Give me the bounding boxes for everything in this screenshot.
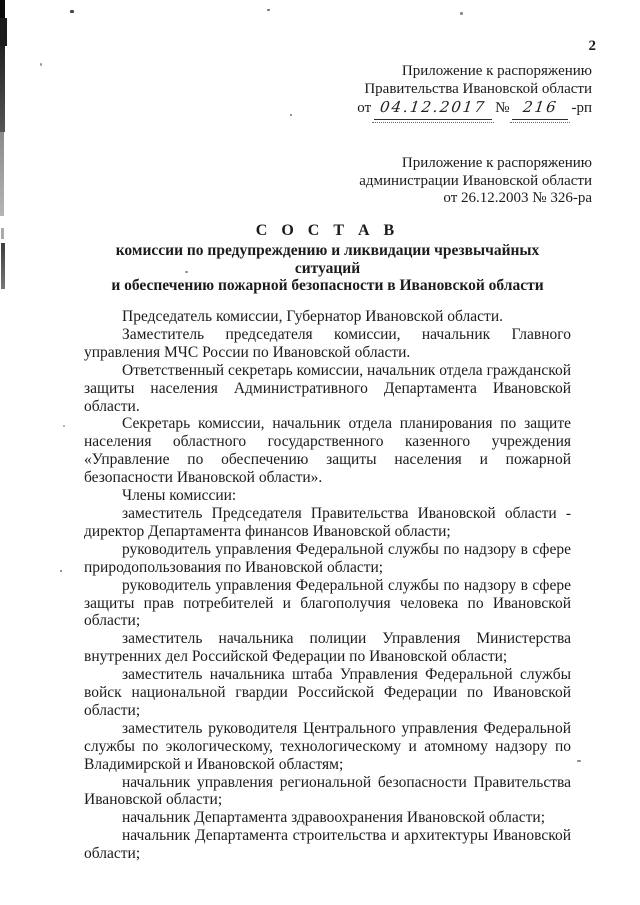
appendix-line: Приложение к распоряжению (401, 155, 592, 171)
paragraph: руководитель управления Федеральной службы по надзору в сфере защиты прав потребителей и благополучия человека по Ивановской области; (84, 576, 571, 630)
title-heading: С О С Т А В (255, 222, 400, 239)
appendix-date-line (357, 99, 592, 120)
number-sign-label: № (495, 100, 510, 116)
date-blank-field (374, 99, 492, 120)
paragraph: заместитель начальника полиции Управления Министерства внутренних дел Российской Федерации по Ивановской области; (84, 630, 571, 666)
paragraph: начальник управления региональной безопасности Правительства Ивановской области; (84, 773, 571, 809)
appendix-note-government (357, 63, 592, 120)
appendix-line: администрации Ивановской области (359, 172, 592, 189)
paragraph: начальник Департамента строительства и архитектуры Ивановской области; (84, 827, 571, 863)
title-subtitle-line: и обеспечению пожарной безопасности в Ивановской области (111, 277, 544, 294)
paragraph: начальник Департамента здравоохранения Ивановской области; (122, 809, 546, 827)
paragraph: руководитель управления Федеральной службы по надзору в сфере природопользования по Ивановской области; (84, 540, 571, 576)
number-suffix: -рп (571, 100, 592, 116)
scan-speck (290, 114, 292, 116)
handwritten-number: 216 (522, 98, 559, 116)
scan-speck (70, 10, 74, 13)
document-body (84, 308, 571, 863)
appendix-line: Приложение к распоряжению (401, 63, 592, 79)
scan-edge-artifact (1, 228, 4, 239)
scan-speck (40, 63, 42, 66)
appendix-note-administration (359, 155, 592, 208)
scan-speck (577, 760, 581, 762)
paragraph: Члены комиссии: (122, 487, 237, 505)
paragraph: заместитель начальника штаба Управления Федеральной службы войск национальной гвардии Российской Федерации по Ивановской области; (84, 666, 571, 719)
title-subtitle-line: комиссии по предупреждению и ликвидации чрезвычайных ситуаций (115, 242, 540, 277)
scan-edge-artifact (0, 132, 4, 216)
scan-edge-artifact (0, 18, 7, 46)
scan-speck (267, 9, 270, 11)
scan-edge-artifact (1, 243, 5, 289)
handwritten-date: 04.12.2017 (379, 98, 488, 116)
number-blank-field (512, 99, 568, 120)
appendix-line: Правительства Ивановской области (364, 80, 592, 97)
scan-speck (60, 570, 62, 572)
paragraph: заместитель Председателя Правительства Ивановской области - директор Департамента финансов Ивановской области; (84, 504, 571, 540)
paragraph: Секретарь комиссии, начальник отдела планирования по защите населения областного государственного казенного учреждения «Управление по обеспечению защиты населения и пожарной безопасности Ивановской области». (84, 415, 571, 487)
paragraph: Председатель комиссии, Губернатор Ивановской области. (122, 308, 503, 325)
appendix-line: от 26.12.2003 № 326-ра (443, 190, 592, 206)
scan-speck (63, 425, 65, 427)
paragraph: Ответственный секретарь комиссии, начальник отдела гражданской защиты населения Административного Департамента Ивановской области. (84, 361, 571, 415)
page-number: 2 (588, 38, 596, 54)
from-label: от (357, 100, 372, 116)
paragraph: заместитель руководителя Центрального управления Федеральной службы по экологическому, технологическому и атомному надзору по Владимирской и Ивановской областям; (84, 719, 571, 773)
paragraph: Заместитель председателя комиссии, начальник Главного управления МЧС России по Ивановской области. (84, 325, 571, 361)
document-title (84, 222, 571, 295)
scan-speck (460, 12, 463, 15)
scan-edge-artifact (0, 46, 5, 132)
